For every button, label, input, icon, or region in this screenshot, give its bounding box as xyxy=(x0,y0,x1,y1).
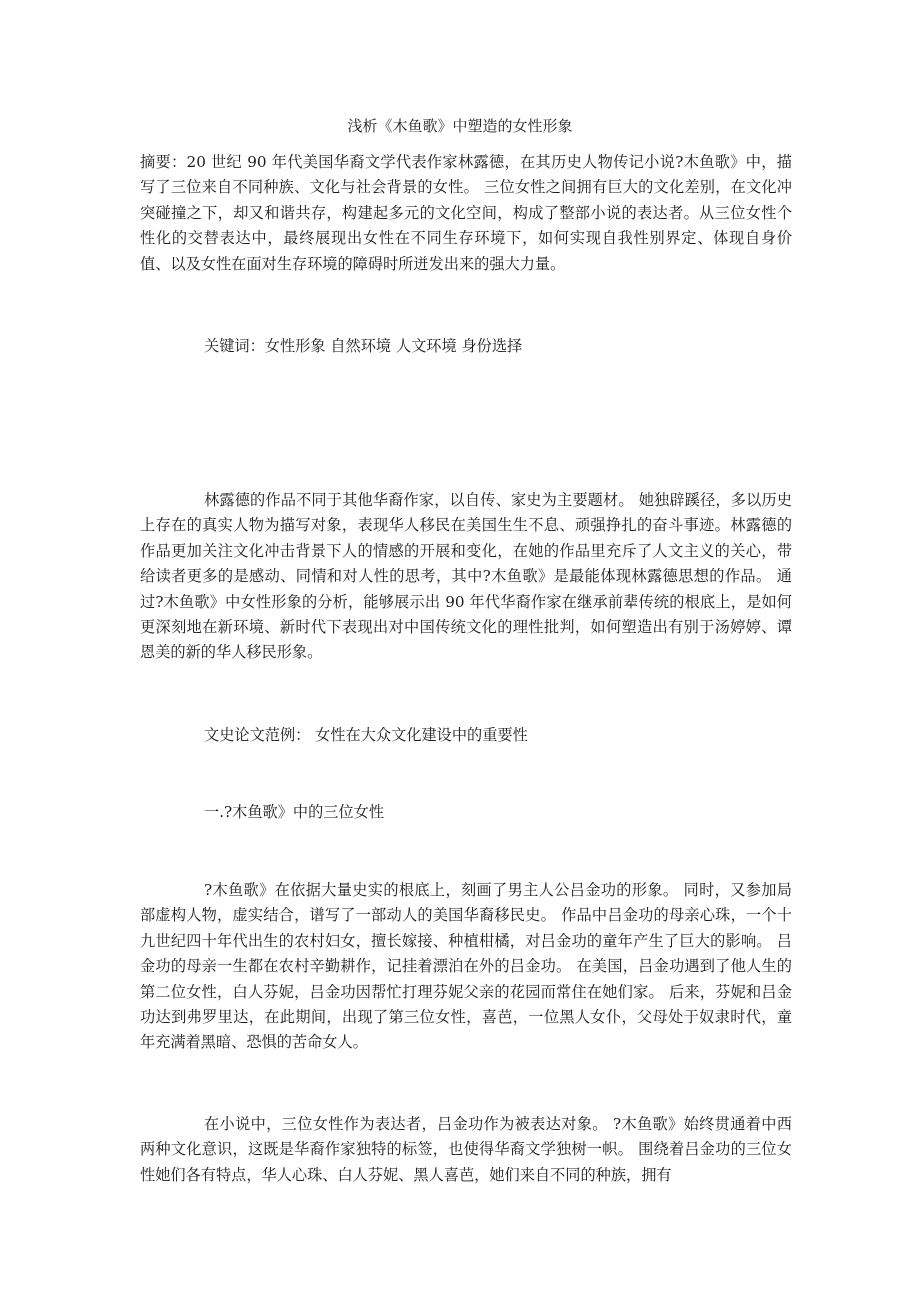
body-paragraph-2: ?木鱼歌》在依据大量史实的根底上，刻画了男主人公吕金功的形象。 同时，又参加局部虚构人物，虚实结合，谱写了一部动人的美国华裔移民史。 作品中吕金功的母亲心珠，一个十九世纪四十年代出生的农村妇女，擅长嫁接、种植柑橘，对吕金功的童年产生了巨大的影响。 吕金功的母亲一生都在农村辛勤耕作，记挂着漂泊在外的吕金功。 在美国，吕金功遇到了他人生的第二位女性，白人芬妮，吕金功因帮忙打理芬妮父亲的花园而常住在她们家。 后来，芬妮和吕金功达到弗罗里达，在此期间，出现了第三位女性，喜芭，一位黑人女仆，父母处于奴隶时代，童年充满着黑暗、恐惧的苦命女人。 xyxy=(140,881,792,1052)
keywords-line: 关键词：女性形象 自然环境 人文环境 身份选择 xyxy=(204,337,523,355)
abstract-paragraph: 摘要：20 世纪 90 年代美国华裔文学代表作家林露德，在其历史人物传记小说?木鱼歌》中，描写了三位来自不同种族、文化与社会背景的女性。 三位女性之间拥有巨大的文化差别，在文化冲突碰撞之下，却又和谐共存，构建起多元的文化空间，构成了整部小说的表达者。从三位女性个性化的交替表达中，最终展现出女性在不同生存环境下，如何实现自我性别界定、体现自身价值、以及女性在面对生存环境的障碍时所迸发出来的强大力量。 xyxy=(140,153,792,273)
document-title: 浅析《木鱼歌》中塑造的女性形象 xyxy=(347,117,573,135)
body-paragraph-1: 林露德的作品不同于其他华裔作家，以自传、家史为主要题材。 她独辟蹊径，多以历史上存在的真实人物为描写对象，表现华人移民在美国生生不息、顽强挣扎的奋斗事迹。林露德的作品更加关注文化冲击背景下人的情感的开展和变化，在她的作品里充斥了人文主义的关心，带给读者更多的是感动、同情和对人性的思考，其中?木鱼歌》是最能体现林露德思想的作品。 通过?木鱼歌》中女性形象的分析，能够展示出 90 年代华裔作家在继承前辈传统的根底上，是如何更深刻地在新环境、新时代下表现出对中国传统文化的理性批判，如何塑造出有别于汤婷婷、谭恩美的新的华人移民形象。 xyxy=(140,491,792,662)
example-reference-line: 文史论文范例： 女性在大众文化建设中的重要性 xyxy=(204,726,528,744)
section-heading: 一.?木鱼歌》中的三位女性 xyxy=(204,803,385,821)
body-paragraph-3: 在小说中，三位女性作为表达者，吕金功作为被表达对象。 ?木鱼歌》始终贯通着中西两种文化意识，这既是华裔作家独特的标签，也使得华裔文学独树一帜。 围绕着吕金功的三位女性她们各有特点，华人心珠、白人芬妮、黑人喜芭，她们来自不同的种族，拥有 xyxy=(140,1115,792,1184)
